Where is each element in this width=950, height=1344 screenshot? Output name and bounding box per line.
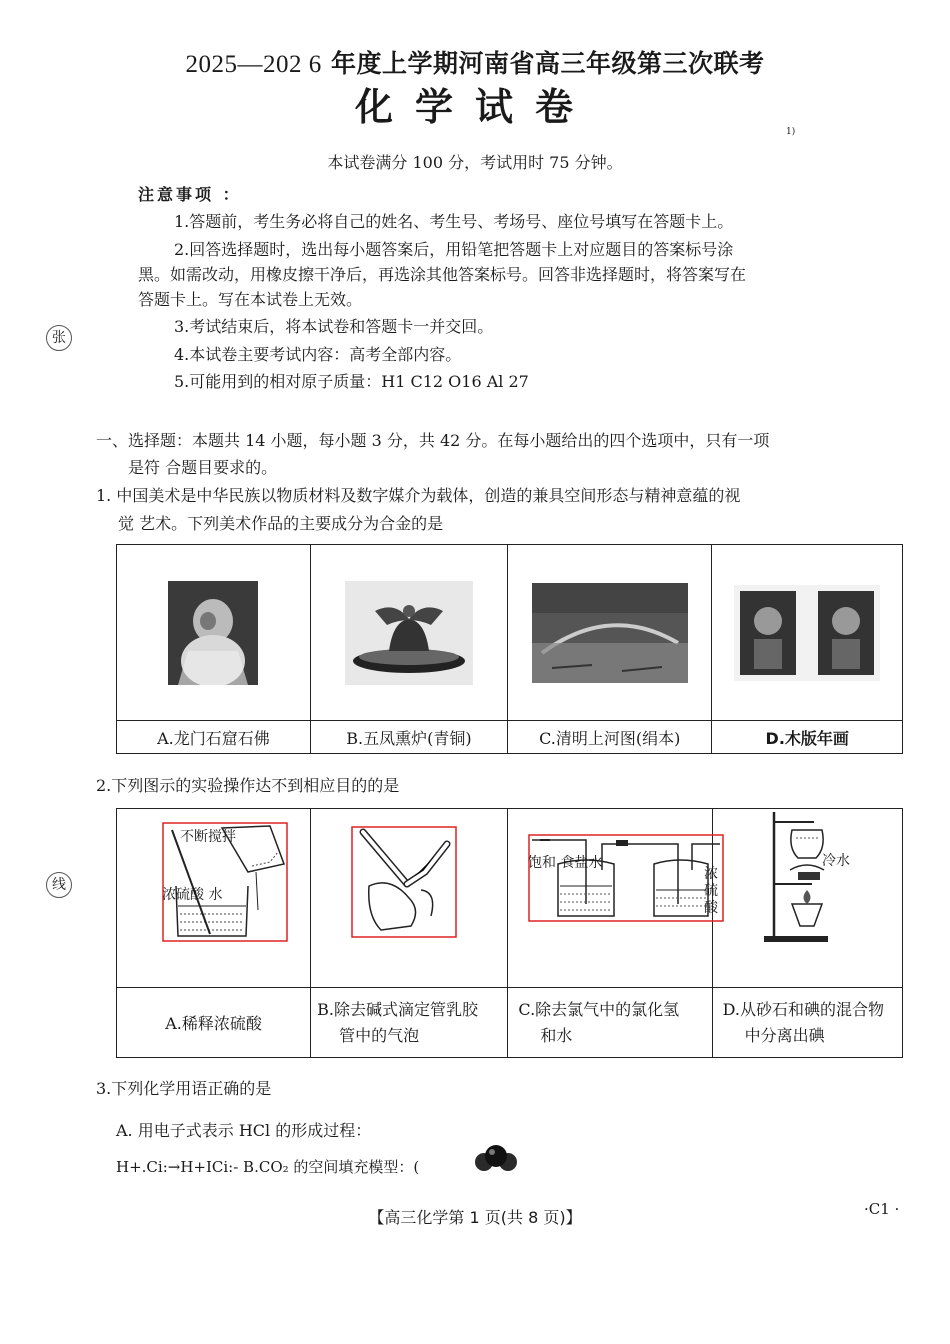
label-acid-water: 浓硫酸 水 <box>162 887 223 903</box>
q2-option-d-line2: 中分离出碘 <box>744 1025 825 1045</box>
q1-image-b <box>310 545 507 721</box>
binding-mark-xian: 线 <box>46 872 72 898</box>
notice-item-2-cont: 黑。如需改动，用橡皮擦干净后，再选涂其他答案标号。回答非选择题时，将答案写在 <box>138 265 747 284</box>
notice-heading: 注意事项 ： <box>138 185 242 204</box>
notice-item-5: 5.可能用到的相对原子质量：H1 C12 O16 Al 27 <box>174 372 529 391</box>
q1-image-c <box>508 545 712 721</box>
label-stir: 不断搅拌 <box>180 829 236 845</box>
q2-option-c-line2: 和水 <box>540 1025 573 1045</box>
q3-option-a-formula: H+.Ci:→H+ICi:- B.CO₂ 的空间填充模型：( <box>116 1158 420 1176</box>
q1-option-c: C.清明上河图(绢本) <box>508 721 712 754</box>
q1-image-d <box>712 545 903 721</box>
title-years: 2025—202 6 <box>185 51 322 78</box>
q2-option-b <box>311 988 508 1058</box>
q2-option-c-line1: C.除去氯气中的氯化氢 <box>518 999 680 1019</box>
fig-burette <box>351 826 459 940</box>
page-id: ·C1 · <box>864 1200 900 1218</box>
notice-item-3: 3.考试结束后，将本试卷和答题卡一并交回。 <box>174 317 494 336</box>
q1-option-d: D.木版年画 <box>712 721 903 754</box>
fig-gas-washing <box>528 834 724 922</box>
q2-option-d <box>712 988 902 1058</box>
q1-stem: 1. 中国美术是中华民族以物质材料及数字媒介为载体，创造的兼具空间形态与精神意蕴的视 <box>96 486 741 505</box>
notice-item-4: 4.本试卷主要考试内容：高考全部内容。 <box>174 345 462 364</box>
section1-instructions-cont: 是符 合题目要求的。 <box>128 458 278 477</box>
label-brine: 饱和 食盐水 <box>528 855 603 871</box>
q1-stem-cont: 觉 艺术。下列美术作品的主要成分为合金的是 <box>118 514 444 533</box>
q1-table <box>116 544 903 754</box>
section1-instructions: 一、选择题：本题共 14 小题，每小题 3 分，共 42 分。在每小题给出的四个选项中，只有一项 <box>96 431 770 450</box>
binding-mark-zhang: 张 <box>46 325 72 351</box>
q1-option-b: B.五凤熏炉(青铜) <box>310 721 507 754</box>
notice-item-2-end: 答题卡上。写在本试卷上无效。 <box>138 290 363 309</box>
bronze-censer-image <box>345 581 473 685</box>
stone-buddha-image <box>168 581 258 685</box>
title-text: 年度上学期河南省高三年级第三次联考 <box>321 49 765 78</box>
q2-option-b-line2: 管中的气泡 <box>339 1025 420 1045</box>
page-footer: 【高三化学第 1 页(共 8 页)】 <box>368 1208 582 1227</box>
subject-title: 化学试卷 <box>354 84 595 129</box>
qingming-painting-image <box>532 583 688 683</box>
notice-item-1: 1.答题前，考生务必将自己的姓名、考生号、考场号、座位号填写在答题卡上。 <box>174 212 734 231</box>
q2-option-a <box>117 988 311 1058</box>
q2-option-c <box>508 988 712 1058</box>
notice-item-2: 2.回答选择题时，选出每小题答案后，用铅笔把答题卡上对应题目的答案标号涂 <box>174 240 734 259</box>
label-cold-water: 冷水 <box>822 853 850 869</box>
fig-sublimation <box>762 808 854 942</box>
q2-option-d-line1: D.从砂石和碘的混合物 <box>722 999 885 1019</box>
q2-stem: 2.下列图示的实验操作达不到相应目的的是 <box>96 776 400 795</box>
q3-option-a: A. 用电子式表示 HCl 的形成过程： <box>116 1121 372 1140</box>
co2-space-filling-model <box>474 1142 518 1176</box>
woodblock-print-image <box>734 585 880 681</box>
q3-stem: 3.下列化学用语正确的是 <box>96 1079 272 1098</box>
exam-title <box>0 44 950 80</box>
label-conc-acid: 浓硫酸 <box>704 866 718 916</box>
score-line: 本试卷满分 100 分，考试用时 75 分钟。 <box>327 153 623 172</box>
corner-mark: 1) <box>786 127 796 137</box>
q1-image-a <box>117 545 311 721</box>
q2-option-a-text: A.稀释浓硫酸 <box>165 1014 262 1033</box>
q1-option-a: A.龙门石窟石佛 <box>117 721 311 754</box>
q2-option-b-line1: B.除去碱式滴定管乳胶 <box>317 999 478 1019</box>
